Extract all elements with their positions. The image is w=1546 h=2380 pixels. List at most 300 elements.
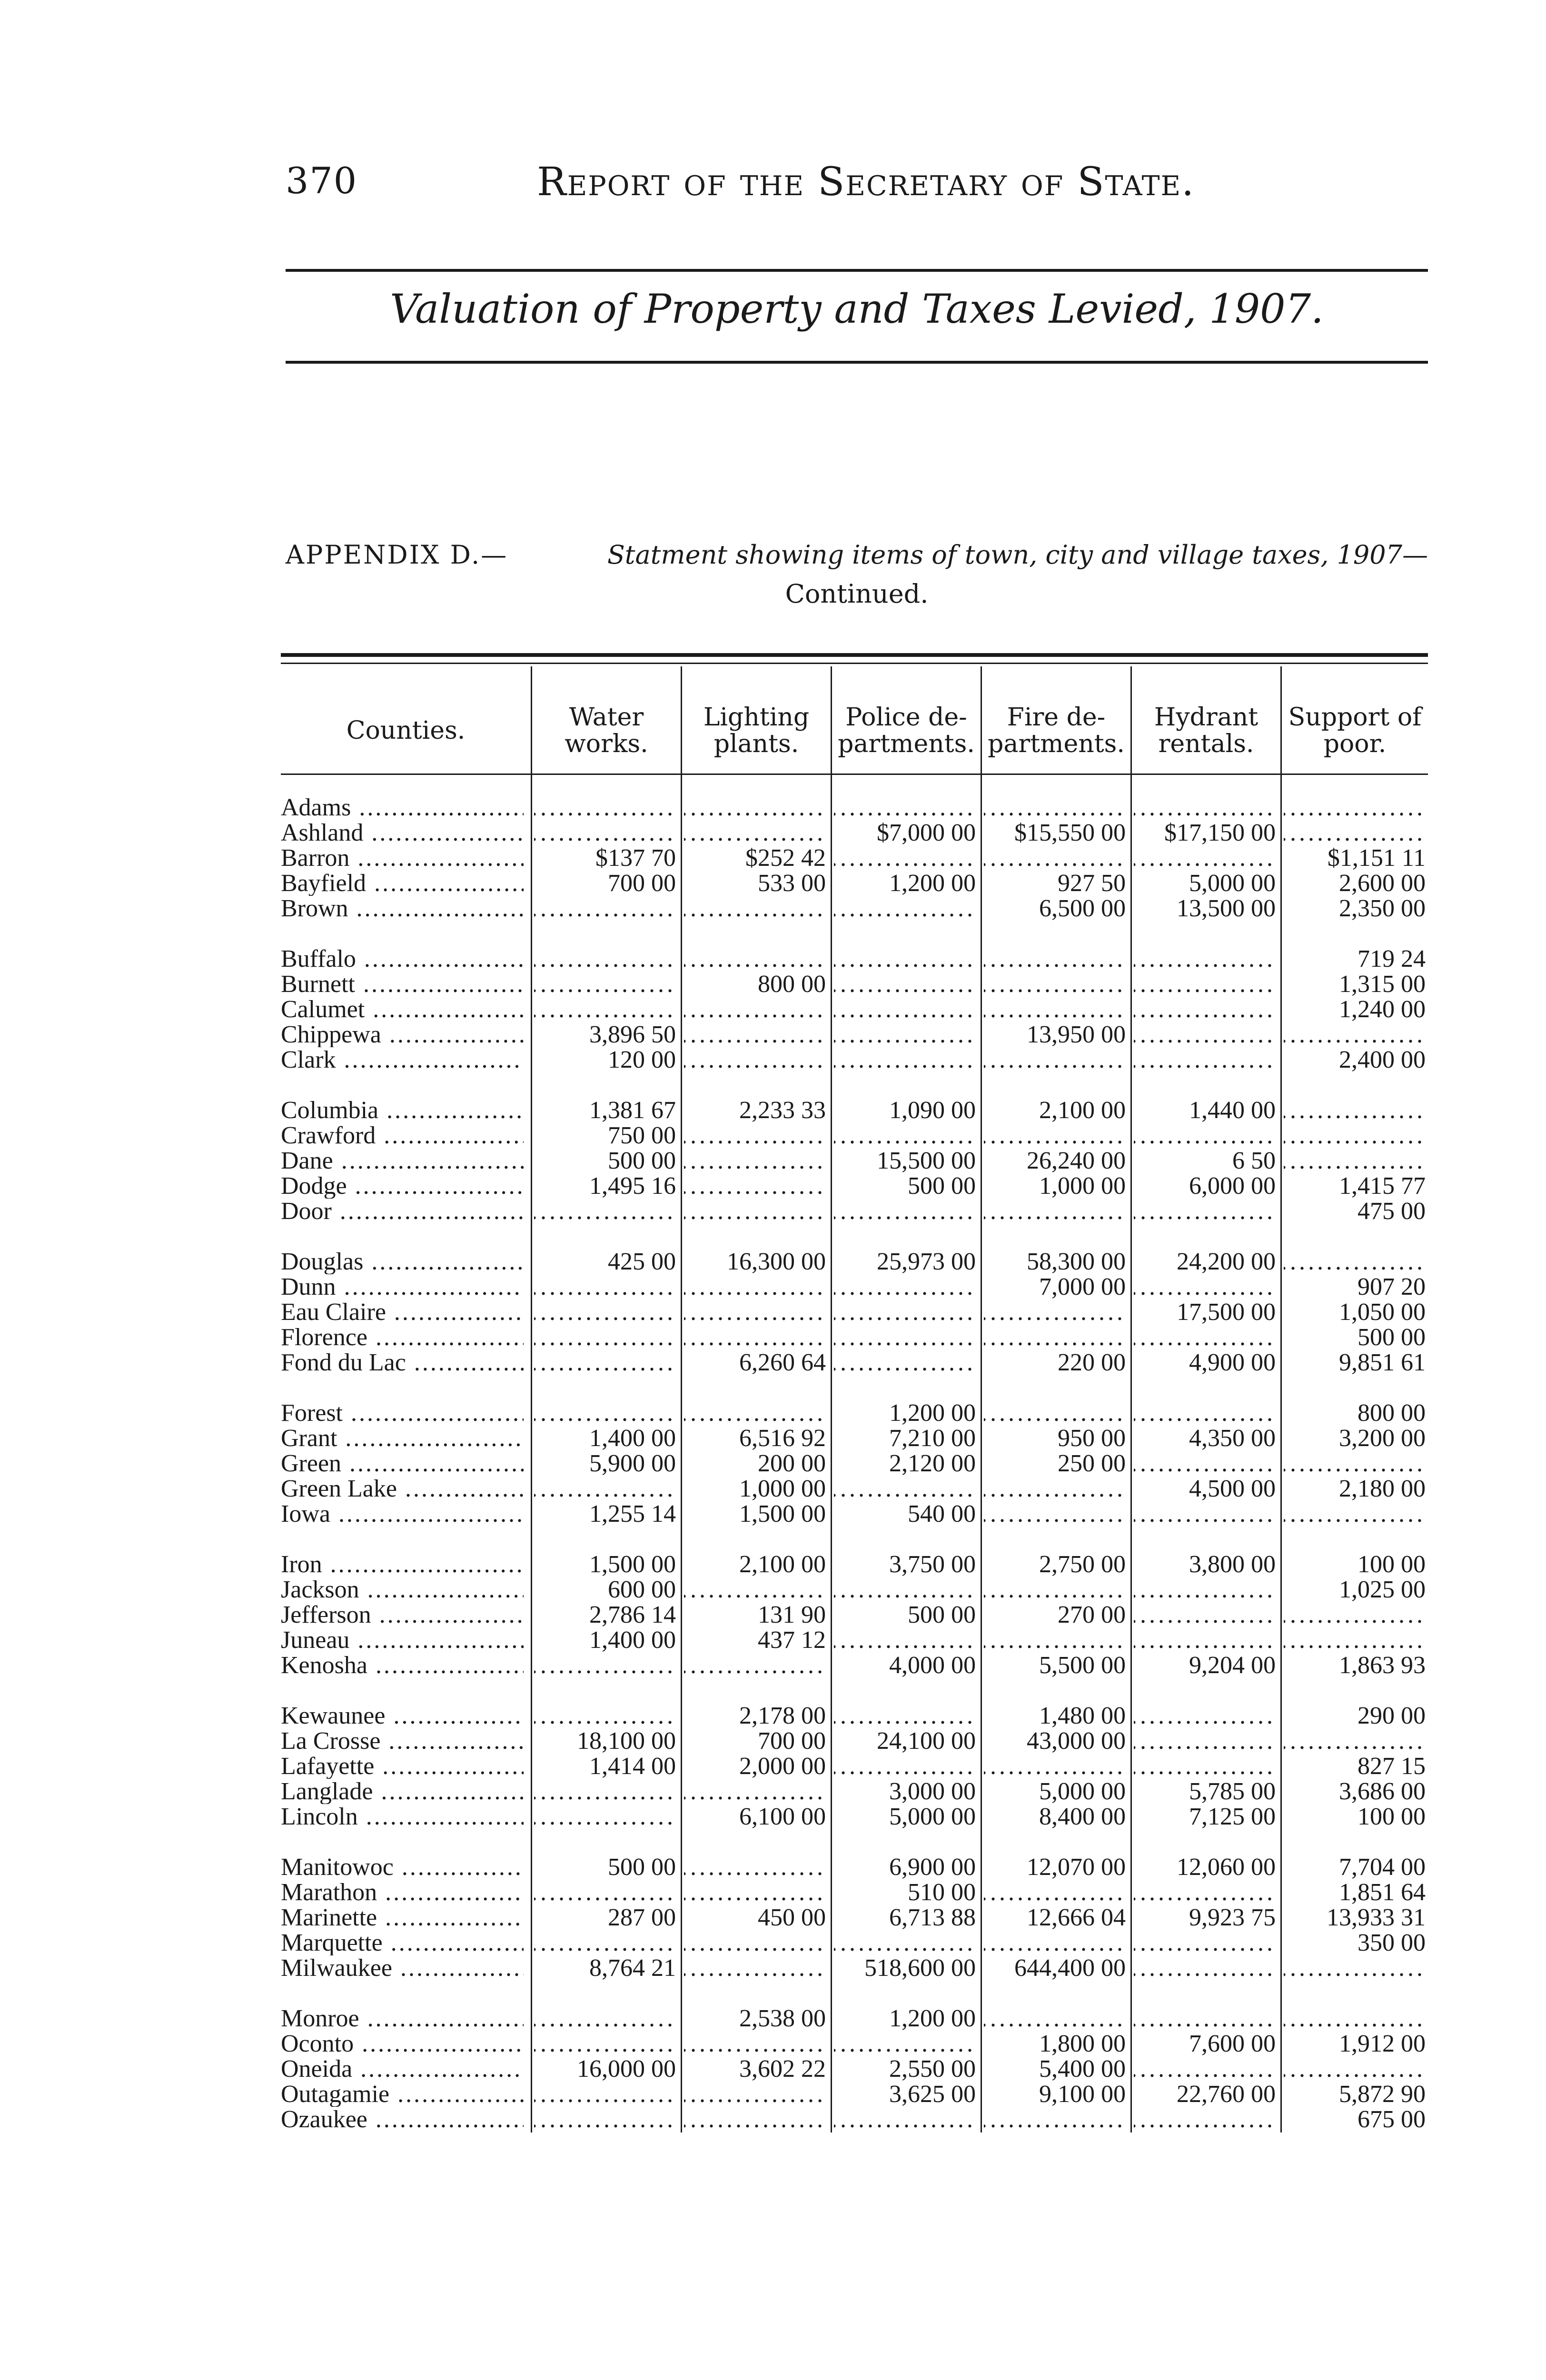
table-row	[281, 1123, 1428, 1148]
water-value: 1,381 67	[589, 1098, 676, 1123]
poor-value: 2,400 00	[1339, 1047, 1426, 1072]
table-row	[281, 1930, 1428, 1955]
leader-dots	[684, 2031, 826, 2056]
leader-dots	[834, 795, 976, 820]
leader-dots	[684, 946, 826, 972]
table-row	[281, 1880, 1428, 1905]
county-name: Buffalo .....	[281, 946, 524, 972]
leader-dots	[684, 1123, 826, 1148]
fire-value: 927 50	[1058, 871, 1126, 896]
county-name: Oconto .....	[281, 2031, 524, 2056]
header-label: Support of	[1288, 703, 1422, 732]
leader-dots	[1284, 1955, 1426, 1981]
county-name: Douglas .....	[281, 1249, 524, 1274]
leader-dots	[534, 1804, 676, 1829]
hydrant-value: 3,800 00	[1189, 1552, 1276, 1577]
header-hydrant-rentals	[1132, 695, 1280, 766]
leader-dots	[1284, 820, 1426, 845]
leader-dots	[1134, 1400, 1276, 1426]
running-head	[286, 159, 1428, 212]
leader-dots	[534, 2107, 676, 2132]
police-value: 25,973 00	[877, 1249, 976, 1274]
poor-value: 1,912 00	[1339, 2031, 1426, 2056]
table-row	[281, 1754, 1428, 1779]
county-name: Forest .....	[281, 1400, 524, 1426]
leader-dots	[534, 2031, 676, 2056]
hydrant-value: 22,760 00	[1177, 2082, 1276, 2107]
leader-dots	[1134, 1930, 1276, 1955]
header-label: Hydrant	[1154, 703, 1259, 732]
police-value: 2,550 00	[889, 2056, 976, 2082]
poor-value: 2,180 00	[1339, 1476, 1426, 1501]
table-row	[281, 896, 1428, 921]
water-value: 8,764 21	[589, 1955, 676, 1981]
hydrant-value: 12,060 00	[1177, 1854, 1276, 1880]
tax-items-table	[281, 652, 1428, 2137]
leader-dots	[984, 1501, 1126, 1527]
table-row	[281, 1955, 1428, 1981]
leader-dots	[984, 1047, 1126, 1072]
county-name: Chippewa .....	[281, 1022, 524, 1047]
leader-dots	[984, 1476, 1126, 1501]
police-value: 510 00	[908, 1880, 976, 1905]
poor-value: 5,872 90	[1339, 2082, 1426, 2107]
police-value: 3,625 00	[889, 2082, 976, 2107]
county-name: Eau Claire .....	[281, 1299, 524, 1325]
leader-dots	[1134, 795, 1276, 820]
police-value: 15,500 00	[877, 1148, 976, 1173]
county-name: Columbia .....	[281, 1098, 524, 1123]
leader-dots	[1134, 1123, 1276, 1148]
table-row	[281, 2107, 1428, 2132]
water-value: 287 00	[608, 1905, 676, 1930]
fire-value: 5,500 00	[1039, 1653, 1126, 1678]
leader-dots	[534, 997, 676, 1022]
leader-dots	[534, 1400, 676, 1426]
fire-value: 5,000 00	[1039, 1779, 1126, 1804]
lighting-value: 16,300 00	[727, 1249, 826, 1274]
leader-dots	[534, 1880, 676, 1905]
poor-value: 719 24	[1358, 946, 1426, 972]
leader-dots	[684, 795, 826, 820]
leader-dots	[684, 896, 826, 921]
table-rule-header-bottom	[281, 774, 1428, 775]
table-row	[281, 1299, 1428, 1325]
leader-dots	[834, 1123, 976, 1148]
lighting-value: 450 00	[758, 1905, 826, 1930]
leader-dots	[1284, 795, 1426, 820]
water-value: 16,000 00	[577, 2056, 676, 2082]
header-label: partments.	[838, 730, 975, 758]
county-name: Lincoln .....	[281, 1804, 524, 1829]
leader-dots	[684, 2082, 826, 2107]
poor-value: 1,851 64	[1339, 1880, 1426, 1905]
leader-dots	[1134, 1199, 1276, 1224]
leader-dots	[984, 1325, 1126, 1350]
fire-value: 6,500 00	[1039, 896, 1126, 921]
leader-dots	[1134, 2006, 1276, 2031]
leader-dots	[1284, 1022, 1426, 1047]
poor-value: 3,686 00	[1339, 1779, 1426, 1804]
leader-dots	[534, 1653, 676, 1678]
leader-dots	[534, 1350, 676, 1375]
leader-dots	[834, 2107, 976, 2132]
police-value: 1,090 00	[889, 1098, 976, 1123]
county-name: Jefferson .....	[281, 1602, 524, 1627]
fire-value: 2,100 00	[1039, 1098, 1126, 1123]
table-row	[281, 1577, 1428, 1602]
lighting-value: 533 00	[758, 871, 826, 896]
police-value: 3,750 00	[889, 1552, 976, 1577]
leader-dots	[684, 1199, 826, 1224]
hydrant-value: 9,204 00	[1189, 1653, 1276, 1678]
water-value: 2,786 14	[589, 1602, 676, 1627]
header-label: rentals.	[1158, 730, 1254, 758]
table-row	[281, 1627, 1428, 1653]
leader-dots	[684, 1577, 826, 1602]
header-water-works	[532, 695, 681, 766]
water-value: 1,400 00	[589, 1426, 676, 1451]
table-row	[281, 1779, 1428, 1804]
water-value: 750 00	[608, 1123, 676, 1148]
leader-dots	[684, 1173, 826, 1199]
lighting-value: 2,233 33	[739, 1098, 826, 1123]
fire-value: 13,950 00	[1027, 1022, 1126, 1047]
leader-dots	[984, 2006, 1126, 2031]
county-name: Dane .....	[281, 1148, 524, 1173]
lighting-value: 800 00	[758, 972, 826, 997]
table-row	[281, 1905, 1428, 1930]
poor-value: 350 00	[1358, 1930, 1426, 1955]
fire-value: 1,480 00	[1039, 1703, 1126, 1728]
lighting-value: 437 12	[758, 1627, 826, 1653]
table-row	[281, 1703, 1428, 1728]
leader-dots	[834, 1047, 976, 1072]
police-value: 24,100 00	[877, 1728, 976, 1754]
leader-dots	[1284, 1148, 1426, 1173]
table-row	[281, 1728, 1428, 1754]
table-row	[281, 1854, 1428, 1880]
county-name: Ozaukee .....	[281, 2107, 524, 2132]
water-value: 1,495 16	[589, 1173, 676, 1199]
leader-dots	[534, 1274, 676, 1299]
leader-dots	[834, 1199, 976, 1224]
hydrant-value: 6 50	[1232, 1148, 1276, 1173]
table-row	[281, 820, 1428, 845]
table-row	[281, 2031, 1428, 2056]
leader-dots	[534, 2006, 676, 2031]
water-value: $137 70	[595, 845, 676, 871]
police-value: 1,200 00	[889, 2006, 976, 2031]
lighting-value: 6,260 64	[739, 1350, 826, 1375]
leader-dots	[684, 1854, 826, 1880]
leader-dots	[684, 1955, 826, 1981]
lighting-value: 1,000 00	[739, 1476, 826, 1501]
leader-dots	[984, 1199, 1126, 1224]
appendix-label: APPENDIX D.—	[286, 540, 508, 570]
water-value: 3,896 50	[589, 1022, 676, 1047]
water-value: 500 00	[608, 1148, 676, 1173]
county-name: Ashland .....	[281, 820, 524, 845]
leader-dots	[834, 1022, 976, 1047]
county-name: Jackson .....	[281, 1577, 524, 1602]
leader-dots	[1134, 1602, 1276, 1627]
police-value: 7,210 00	[889, 1426, 976, 1451]
leader-dots	[534, 972, 676, 997]
table-row	[281, 2082, 1428, 2107]
header-support-of-poor	[1282, 695, 1428, 766]
table-row	[281, 2006, 1428, 2031]
leader-dots	[1284, 2056, 1426, 2082]
table-rule-thin	[281, 663, 1428, 664]
leader-dots	[1134, 997, 1276, 1022]
lighting-value: 2,100 00	[739, 1552, 826, 1577]
police-value: 1,200 00	[889, 1400, 976, 1426]
county-name: Dodge .....	[281, 1173, 524, 1199]
poor-value: 3,200 00	[1339, 1426, 1426, 1451]
leader-dots	[1284, 1098, 1426, 1123]
header-label: poor.	[1323, 730, 1387, 758]
leader-dots	[1134, 2056, 1276, 2082]
table-row	[281, 1804, 1428, 1829]
leader-dots	[1134, 2107, 1276, 2132]
leader-dots	[1284, 1451, 1426, 1476]
county-name: Door .....	[281, 1199, 524, 1224]
leader-dots	[534, 795, 676, 820]
water-value: 1,414 00	[589, 1754, 676, 1779]
leader-dots	[1284, 1728, 1426, 1754]
poor-value: 290 00	[1358, 1703, 1426, 1728]
water-value: 700 00	[608, 871, 676, 896]
leader-dots	[534, 2082, 676, 2107]
leader-dots	[834, 2031, 976, 2056]
county-name: Bayfield .....	[281, 871, 524, 896]
county-name: Burnett .....	[281, 972, 524, 997]
leader-dots	[984, 1930, 1126, 1955]
water-value: 1,255 14	[589, 1501, 676, 1527]
leader-dots	[834, 1274, 976, 1299]
police-value: 2,120 00	[889, 1451, 976, 1476]
leader-dots	[684, 1779, 826, 1804]
leader-dots	[1134, 1451, 1276, 1476]
leader-dots	[834, 845, 976, 871]
county-name: Fond du Lac .....	[281, 1350, 524, 1375]
leader-dots	[834, 1350, 976, 1375]
poor-value: 100 00	[1358, 1804, 1426, 1829]
table-row	[281, 1426, 1428, 1451]
leader-dots	[984, 1880, 1126, 1905]
leader-dots	[534, 1199, 676, 1224]
poor-value: 827 15	[1358, 1754, 1426, 1779]
poor-value: 675 00	[1358, 2107, 1426, 2132]
fire-value: 644,400 00	[1014, 1955, 1126, 1981]
poor-value: 1,025 00	[1339, 1577, 1426, 1602]
police-value: 540 00	[908, 1501, 976, 1527]
leader-dots	[1134, 1325, 1276, 1350]
leader-dots	[684, 1880, 826, 1905]
leader-dots	[1134, 1880, 1276, 1905]
leader-dots	[684, 820, 826, 845]
water-value: 1,500 00	[589, 1552, 676, 1577]
police-value: 5,000 00	[889, 1804, 976, 1829]
leader-dots	[834, 1476, 976, 1501]
hydrant-value: 13,500 00	[1177, 896, 1276, 921]
leader-dots	[534, 1325, 676, 1350]
water-value: 425 00	[608, 1249, 676, 1274]
leader-dots	[834, 1577, 976, 1602]
hydrant-value: $17,150 00	[1164, 820, 1276, 845]
county-name: Iowa .....	[281, 1501, 524, 1527]
table-row	[281, 972, 1428, 997]
leader-dots	[984, 972, 1126, 997]
fire-value: 7,000 00	[1039, 1274, 1126, 1299]
poor-value: 9,851 61	[1339, 1350, 1426, 1375]
leader-dots	[1284, 1602, 1426, 1627]
leader-dots	[534, 820, 676, 845]
leader-dots	[834, 1325, 976, 1350]
leader-dots	[984, 1627, 1126, 1653]
county-name: Green Lake .....	[281, 1476, 524, 1501]
leader-dots	[1134, 1577, 1276, 1602]
county-name: Marathon .....	[281, 1880, 524, 1905]
table-row	[281, 1274, 1428, 1299]
poor-value: 1,240 00	[1339, 997, 1426, 1022]
county-name: Green .....	[281, 1451, 524, 1476]
running-title: Report of the Secretary of State.	[537, 159, 1195, 205]
leader-dots	[984, 1577, 1126, 1602]
leader-dots	[984, 795, 1126, 820]
police-value: 518,600 00	[864, 1955, 976, 1981]
leader-dots	[1134, 946, 1276, 972]
fire-value: 8,400 00	[1039, 1804, 1126, 1829]
table-row	[281, 1022, 1428, 1047]
hydrant-value: 4,350 00	[1189, 1426, 1276, 1451]
county-name: La Crosse .....	[281, 1728, 524, 1754]
poor-value: 2,600 00	[1339, 871, 1426, 896]
table-row	[281, 1552, 1428, 1577]
county-name: Monroe .....	[281, 2006, 524, 2031]
table-row	[281, 1325, 1428, 1350]
county-name: Kewaunee .....	[281, 1703, 524, 1728]
fire-value: 220 00	[1058, 1350, 1126, 1375]
county-name: Marinette .....	[281, 1905, 524, 1930]
leader-dots	[684, 1930, 826, 1955]
county-name: Juneau .....	[281, 1627, 524, 1653]
police-value: 6,900 00	[889, 1854, 976, 1880]
leader-dots	[534, 1476, 676, 1501]
table-row	[281, 1199, 1428, 1224]
leader-dots	[984, 1400, 1126, 1426]
county-name: Outagamie .....	[281, 2082, 524, 2107]
lighting-value: 131 90	[758, 1602, 826, 1627]
leader-dots	[1284, 1501, 1426, 1527]
leader-dots	[834, 1930, 976, 1955]
leader-dots	[1134, 1728, 1276, 1754]
county-name: Langlade .....	[281, 1779, 524, 1804]
header-police-departments	[832, 695, 981, 766]
water-value: 1,400 00	[589, 1627, 676, 1653]
table-row	[281, 1098, 1428, 1123]
poor-value: 475 00	[1358, 1199, 1426, 1224]
poor-value: 7,704 00	[1339, 1854, 1426, 1880]
county-name: Milwaukee .....	[281, 1955, 524, 1981]
leader-dots	[834, 997, 976, 1022]
table-row	[281, 2056, 1428, 2082]
county-name: Calumet .....	[281, 997, 524, 1022]
county-name: Lafayette .....	[281, 1754, 524, 1779]
leader-dots	[1134, 972, 1276, 997]
leader-dots	[684, 1148, 826, 1173]
fire-value: 12,666 04	[1027, 1905, 1126, 1930]
county-name: Crawford .....	[281, 1123, 524, 1148]
table-row	[281, 871, 1428, 896]
hydrant-value: 6,000 00	[1189, 1173, 1276, 1199]
title-rule-top	[286, 269, 1428, 272]
header-lighting-plants	[682, 695, 831, 766]
fire-value: 1,800 00	[1039, 2031, 1126, 2056]
fire-value: 26,240 00	[1027, 1148, 1126, 1173]
lighting-value: 6,516 92	[739, 1426, 826, 1451]
table-rule-heavy	[281, 653, 1428, 657]
county-name: Oneida .....	[281, 2056, 524, 2082]
lighting-value: 3,602 22	[739, 2056, 826, 2082]
table-row	[281, 1476, 1428, 1501]
county-name: Kenosha .....	[281, 1653, 524, 1678]
water-value: 500 00	[608, 1854, 676, 1880]
leader-dots	[684, 1653, 826, 1678]
leader-dots	[534, 1703, 676, 1728]
police-value: 3,000 00	[889, 1779, 976, 1804]
table-row	[281, 1173, 1428, 1199]
police-value: 1,200 00	[889, 871, 976, 896]
leader-dots	[684, 1325, 826, 1350]
header-label: Police de-	[845, 703, 967, 732]
police-value: 500 00	[908, 1602, 976, 1627]
fire-value: 9,100 00	[1039, 2082, 1126, 2107]
fire-value: 250 00	[1058, 1451, 1126, 1476]
table-row	[281, 1148, 1428, 1173]
fire-value: 2,750 00	[1039, 1552, 1126, 1577]
fire-value: 5,400 00	[1039, 2056, 1126, 2082]
poor-value: 13,933 31	[1327, 1905, 1426, 1930]
header-label: works.	[565, 730, 648, 758]
leader-dots	[1284, 1627, 1426, 1653]
leader-dots	[1134, 1274, 1276, 1299]
header-fire-departments	[982, 695, 1130, 766]
water-value: 120 00	[608, 1047, 676, 1072]
leader-dots	[834, 1703, 976, 1728]
leader-dots	[984, 1754, 1126, 1779]
leader-dots	[534, 1779, 676, 1804]
table-row	[281, 997, 1428, 1022]
leader-dots	[1134, 1501, 1276, 1527]
lighting-value: 700 00	[758, 1728, 826, 1754]
lighting-value: 2,000 00	[739, 1754, 826, 1779]
leader-dots	[684, 1274, 826, 1299]
leader-dots	[984, 845, 1126, 871]
fire-value: 950 00	[1058, 1426, 1126, 1451]
poor-value: $1,151 11	[1327, 845, 1426, 871]
leader-dots	[1134, 1627, 1276, 1653]
leader-dots	[534, 1299, 676, 1325]
leader-dots	[1284, 1123, 1426, 1148]
poor-value: 2,350 00	[1339, 896, 1426, 921]
table-row	[281, 795, 1428, 820]
hydrant-value: 7,600 00	[1189, 2031, 1276, 2056]
table-row	[281, 1249, 1428, 1274]
county-name: Marquette .....	[281, 1930, 524, 1955]
poor-value: 500 00	[1358, 1325, 1426, 1350]
